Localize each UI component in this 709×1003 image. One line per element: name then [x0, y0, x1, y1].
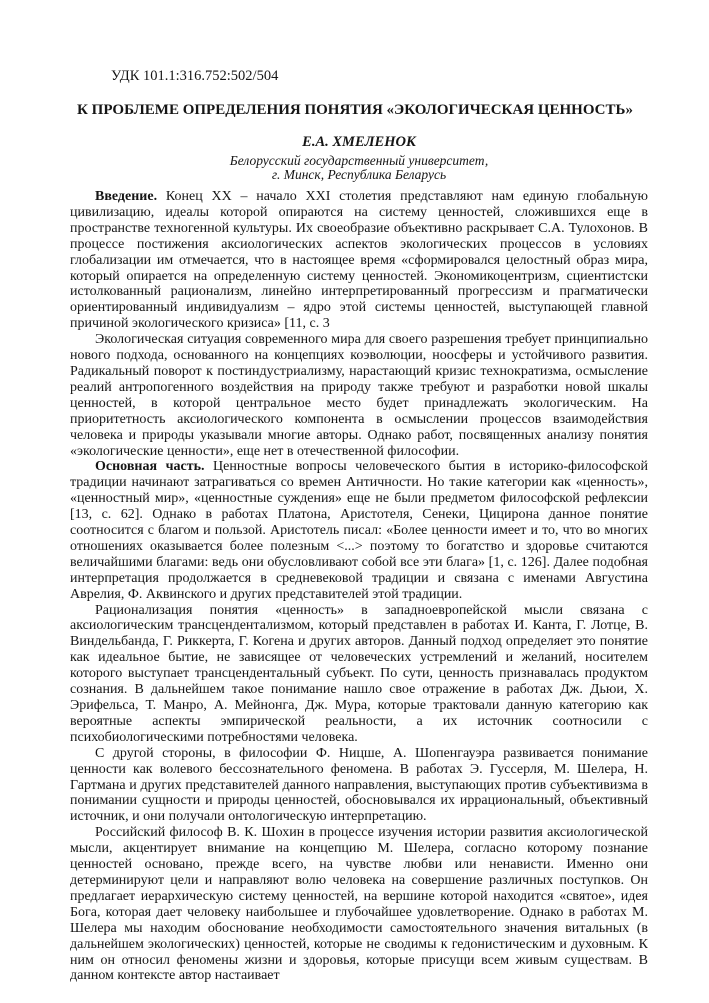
paragraph [70, 746, 648, 826]
paragraph-text: Рационализация понятия «ценность» в западноевропейской мысли связана с аксиологическим трансцендентализмом, который представлен в работах И. Канта, Г. Лотце, В. Виндельбанда, Г. Риккерта, Г. Когена и других авторов. Данный подход определяет это понятие как идеальное бытие, не зависящее от человеческих устремлений и желаний, носителем которого выступает трансцендентальный субъект. По сути, ценность признавалась продуктом сознания. В дальнейшем такое понимание нашло свое отражение в работах Дж. Дьюи, Х. Эрифельса, Т. Манро, А. Мейнонга, Дж. Мура, которые трактовали данную категорию как вероятные аспекты эмпирической реальности, а их источник соотносили с психобиологическими потребностями человека. [70, 602, 648, 745]
paragraph-text: Российский философ В. К. Шохин в процессе изучения истории развития аксиологической мысли, акцентирует внимание на концепцию М. Шелера, согласно которому познание ценностей основано, прежде всего, на чувстве любви или ненависти. Именно они детерминируют цели и направляют волю человека на совершение различных поступков. Он предлагает иерархическую систему ценностей, на вершине которой находится «святое», идея Бога, которая дает человеку наибольшее и глубочайшее удовлетворение. Однако в работах М. Шелера мы находим обоснование необходимости самостоятельного значения витальных (в дальнейшем экологических) ценностей, которые не сводимы к гедонистическим и духовным. К ним он относил феномены жизни и здоровья, которые присущи всем живым существам. В данном контексте автор настаивает [70, 825, 648, 984]
paragraph-text: Экологическая ситуация современного мира для своего разрешения требует принципиально нового подхода, основанного на концепциях коэволюции, ноосферы и устойчивого развития. Радикальный поворот к постиндустриализму, нарастающий кризис технократизма, осмысление реалий антропогенного воздействия на природу также требуют и разработки новой шкалы ценностей, в которой центральное место будет принадлежать экологическим. На приоритетность аксиологического компонента в осмыслении процессов взаимодействия человека и природы указывали многие авторы. Однако работ, посвященных анализу понятия «экологические ценности», еще нет в отечественной философии. [70, 332, 648, 459]
udc-number: УДК 101.1:316.752:502/504 [111, 68, 279, 84]
paragraph [70, 332, 648, 459]
paragraph-text: Конец XX – начало XXI столетия представляют нам единую глобальную цивилизацию, идеалы которой опираются на систему ценностей, сложившихся еще в пространстве техногенной культуры. Их своеобразие объективно раскрывает С.А. Тулохонов. В процессе постижения аксиологических аспектов экологических процессов в условиях глобализации им отмечается, что в настоящее время «сформировался целостный образ мира, который опирается на определенную систему ценностей. Экономикоцентризм, сциентистски истолкованный рационализм, линейно интерпретированный прогрессизм и прагматически ориентированный индивидуализм – ядро этой системы ценностей, выступающей главной причиной экологического кризиса» [11, с. 3 [70, 189, 648, 332]
paragraph-text: С другой стороны, в философии Ф. Ницше, А. Шопенгауэра развивается понимание ценности как волевого бессознательного феномена. В работах Э. Гуссерля, М. Шелера, Н. Гартмана и других представителей данного направления, выступающих против субъективизма в понимании сущности и природы ценностей, обосновывался их иррациональный, объективный источник, и они получали онтологическую интерпретацию. [70, 745, 648, 825]
paragraph-introduction [70, 189, 648, 332]
article-body [70, 189, 648, 984]
paragraph [70, 825, 648, 984]
affiliation-university: Белорусский государственный университет, [229, 153, 489, 168]
author-name: Е.А. ХМЕЛЕНОК [302, 134, 416, 150]
paragraph [70, 603, 648, 746]
paragraph-text: Ценностные вопросы человеческого бытия в историко-философской традиции начинают затрагиваться со времен Античности. Но такие категории как «ценность», «ценностный мир», «ценностные суждения» еще не были предметом философской рефлексии [13, с. 62]. Однако в работах Платона, Аристотеля, Сенеки, Цицирона данное понятие соотносится с благом и пользой. Аристотель писал: «Более ценности имеет и то, что во многих отношениях оказывается более полезным <...> поэтому то богатство и здоровье считаются величайшими благами: ведь они обусловливают собой все эти блага» [1, с. 126]. Далее подобная интерпретация продолжается в средневековой традиции и связана с именами Августина Аврелия, Ф. Аквинского и других представителей этой традиции. [70, 459, 648, 602]
paragraph-lead: Основная часть. [95, 459, 205, 475]
affiliation-city: г. Минск, Республика Беларусь [271, 167, 447, 182]
article-title: К ПРОБЛЕМЕ ОПРЕДЕЛЕНИЯ ПОНЯТИЯ «ЭКОЛОГИЧЕСКАЯ ЦЕННОСТЬ» [77, 102, 633, 118]
paragraph-lead: Введение. [95, 189, 158, 204]
paragraph-main-part [70, 459, 648, 602]
